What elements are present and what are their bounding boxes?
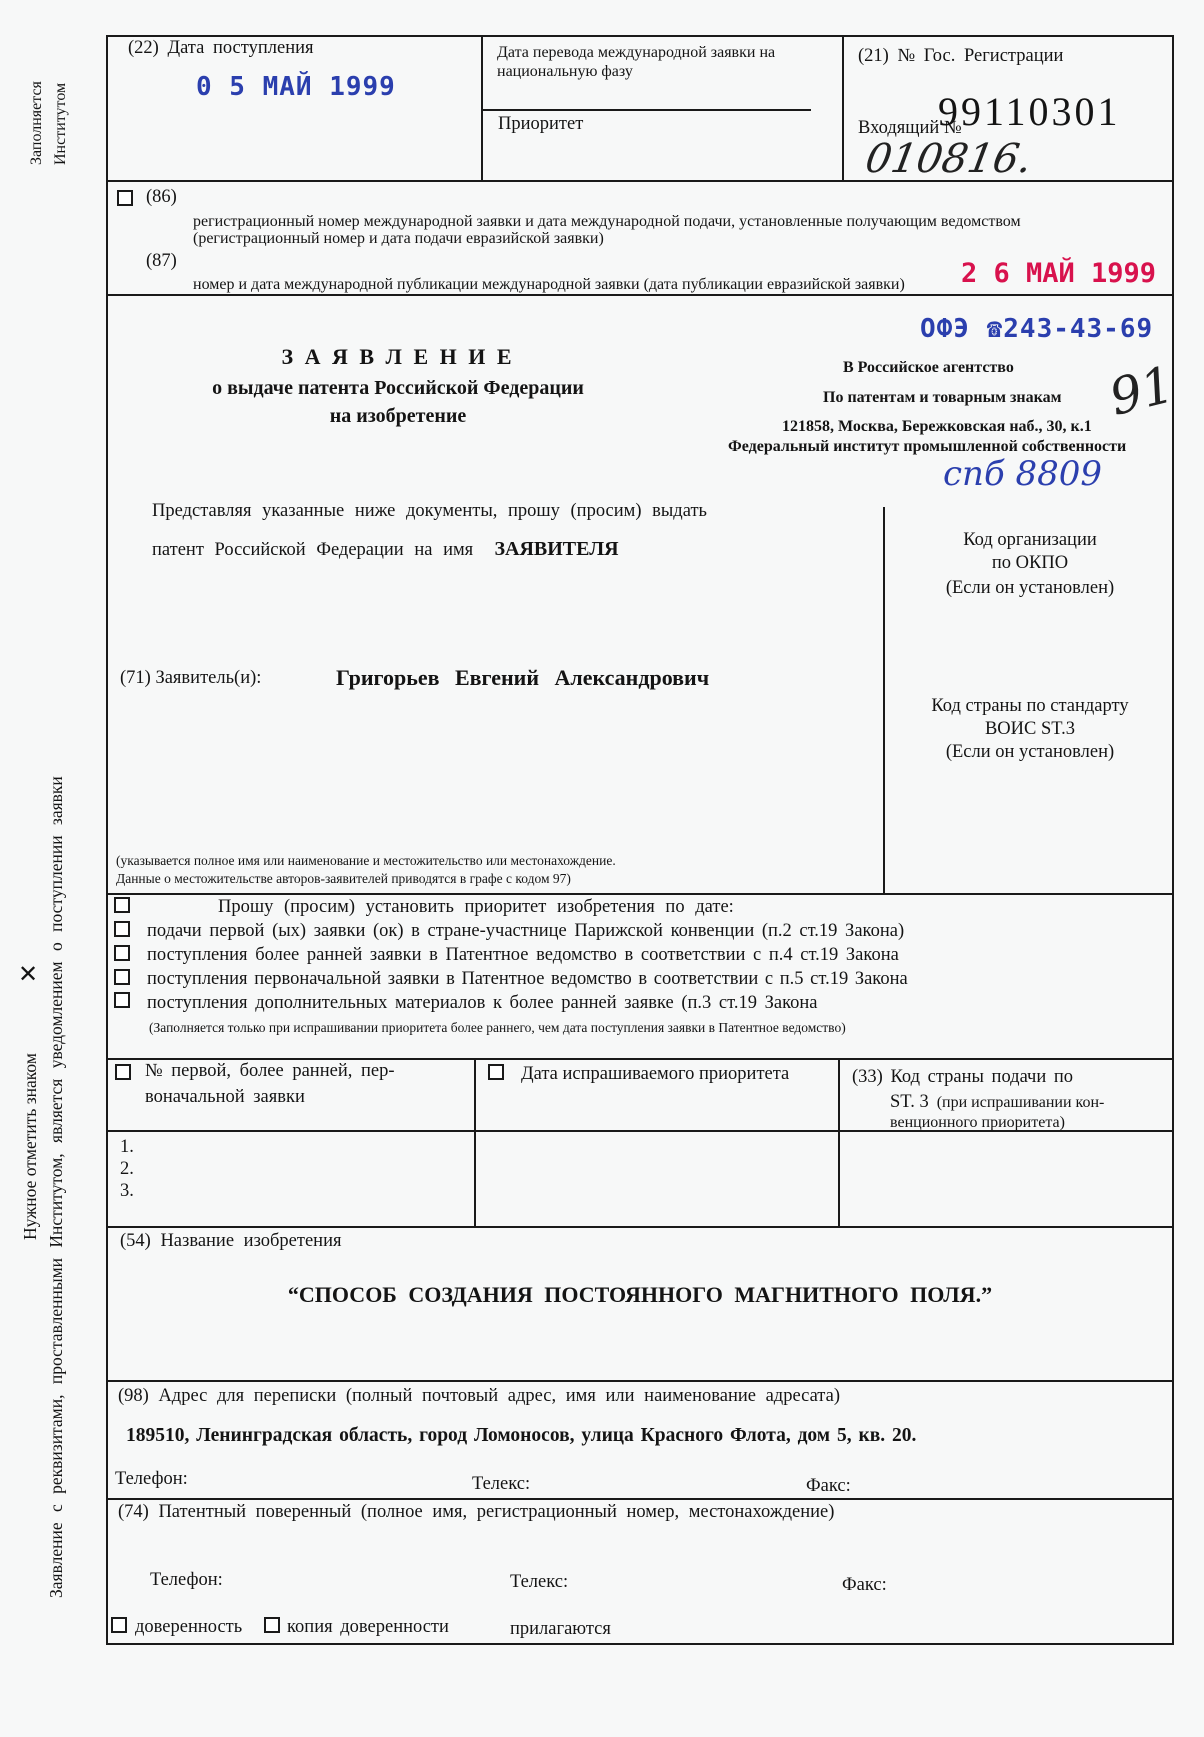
incoming-label: Входящий № [858,118,962,138]
okpo-line2: по ОКПО [991,553,1069,573]
divider [474,1058,476,1226]
code86-label: (86) [146,187,177,207]
code74-label: (74) Патентный поверенный (полное имя, регистрационный номер, местонахождение) [118,1502,835,1522]
registration-number: 99110301 [938,89,1121,134]
attorney-fax-label: Факс: [842,1575,887,1595]
invention-name: “СПОСОБ СОЗДАНИЯ ПОСТОЯННОГО МАГНИТНОГО ПОЛЯ.” [287,1282,993,1307]
earlier-number-label-line2: воначальной заявки [145,1087,305,1107]
addressee-line1: В Российское агентство [843,359,1014,376]
code86-checkbox[interactable] [117,190,133,206]
mark-cross-icon: ✕ [18,960,39,988]
form-subtitle-2: на изобретение [329,405,467,427]
addressee-line4: Федеральный институт промышленной собственности [728,438,1127,455]
code54-label: (54) Название изобретения [120,1231,342,1251]
proxy-copy-checkbox[interactable] [264,1617,280,1633]
priority-note: (Заполняется только при испрашивании приоритета более раннего, чем дата поступления заявки в Патентное ведомство) [149,1020,846,1035]
priority-option: поступления первоначальной заявки в Патентное ведомство в соответствии с п.5 ст.19 Закона [147,969,908,989]
code33-line1: (33) Код страны подачи по [852,1067,1074,1087]
priority-option-checkbox[interactable] [114,921,130,937]
margin-filled-line1: Заполняется [28,81,45,165]
correspondence-address: 189510, Ленинградская область, город Ломоносов, улица Красного Флота, дом 5, кв. 20. [126,1425,917,1446]
earlier-row: 1. [120,1137,134,1157]
margin-notice: Заявление с реквизитами, проставленными Институтом, является уведомлением о поступлении заявки [46,776,66,1598]
applicant-note-line1: (указывается полное имя или наименование и местожительство или местонахождение. [116,853,616,868]
priority-option-checkbox[interactable] [114,969,130,985]
proxy-label: доверенность [135,1617,243,1637]
code87-label: (87) [146,251,177,271]
country-code-line3: (Если он установлен) [945,742,1115,762]
priority-option: поступления более ранней заявки в Патентное ведомство в соответствии с п.4 ст.19 Закона [147,945,899,965]
priority-date-label: Дата испрашиваемого приоритета [521,1064,790,1084]
divider [838,1058,840,1226]
department-phone-stamp: ОФЭ ☎243-43-69 [920,314,1154,344]
margin-filled-line2: Институтом [52,82,69,165]
margin-filled-by-institute-2 [52,83,70,165]
earlier-number-checkbox[interactable] [115,1064,131,1080]
margin-mark-instruction: Нужное отметить знаком [20,1053,40,1240]
addressee-line3: 121858, Москва, Бережковская наб., 30, к.1 [782,418,1092,435]
code98-label: (98) Адрес для переписки (полный почтовый адрес, имя или наименование адресата) [118,1386,840,1406]
code86-text-line1: регистрационный номер международной заявки и дата международной подачи, установленные получающим ведомством [193,213,1021,230]
code22-label: (22) Дата поступления [128,38,314,58]
divider [106,1058,1174,1060]
proxy-copy-label: копия доверенности [287,1617,449,1637]
priority-label: Приоритет [498,114,584,134]
form-subtitle: о выдаче патента Российской Федерации [212,377,584,399]
okpo-line1: Код организации [963,530,1097,550]
receipt-date-stamp: 0 5 МАЙ 1999 [196,72,396,102]
divider [481,35,483,181]
correspondence-phone-label: Телефон: [115,1469,188,1489]
code33-standard: ST. 3 [890,1092,929,1112]
divider [106,294,1174,296]
incoming-number-handwritten: 010816. [861,136,1036,182]
divider [842,35,844,181]
applicant-note-line2: Данные о местожительстве авторов-заявителей приводятся в графе с кодом 97) [116,871,571,886]
code87-text: номер и дата международной публикации международной заявки (дата публикации евразийской заявки) [193,276,905,293]
priority-date-checkbox[interactable] [488,1064,504,1080]
earlier-row: 3. [120,1181,134,1201]
code33-line3: венционного приоритета) [890,1114,1065,1131]
transfer-date-label: Дата перевода международной заявки на национальную фазу [497,44,776,80]
priority-checkbox[interactable] [114,897,130,913]
divider [106,893,1174,895]
proxy-checkbox[interactable] [111,1617,127,1633]
divider [482,109,811,111]
priority-option: подачи первой (ых) заявки (ок) в стране-участнице Парижской конвенции (п.2 ст.19 Закона) [147,921,905,941]
priority-intro: Прошу (просим) установить приоритет изобретения по дате: [218,897,734,917]
country-code-line2: ВОИС ST.3 [984,719,1076,739]
priority-option-checkbox[interactable] [114,945,130,961]
correspondence-fax-label: Факс: [806,1476,851,1496]
request-line1: Представляя указанные ниже документы, прошу (просим) выдать [152,501,707,521]
margin-filled-by-institute [28,81,46,165]
attached-label: прилагаются [510,1619,611,1639]
handwritten-note: спб 8809 [943,454,1103,494]
divider [883,507,885,893]
request-line2 [152,538,619,561]
request-applicant-word: ЗАЯВИТЕЛЯ [494,538,619,560]
earlier-number-label-line1: № первой, более ранней, пер- [145,1061,395,1081]
code21-label: (21) № Гос. Регистрации [858,46,1064,66]
attorney-telex-label: Телекс: [510,1572,569,1592]
code71-label: (71) Заявитель(и): [120,668,262,688]
okpo-line3: (Если он установлен) [945,578,1115,598]
form-title: З А Я В Л Е Н И Е [281,344,515,369]
divider [106,1380,1174,1382]
divider [106,1498,1174,1500]
publication-date-stamp: 2 6 МАЙ 1999 [961,258,1157,289]
divider [106,1226,1174,1228]
request-line2-prefix: патент Российской Федерации на имя [152,540,474,560]
priority-option-checkbox[interactable] [114,992,130,1008]
priority-option: поступления дополнительных материалов к более ранней заявке (п.3 ст.19 Закона [147,993,818,1013]
code86-text-line2: (регистрационный номер и дата подачи евразийской заявки) [193,230,604,247]
earlier-row: 2. [120,1159,134,1179]
code33-note: (при испрашивании кон- [936,1094,1105,1111]
code33-line2 [890,1092,1104,1113]
applicant-name: Григорьев Евгений Александрович [336,665,710,690]
attorney-phone-label: Телефон: [150,1570,223,1590]
addressee-line2: По патентам и товарным знакам [823,389,1062,406]
handwritten-mark: 91 [1103,355,1180,427]
country-code-line1: Код страны по стандарту [931,696,1129,716]
correspondence-telex-label: Телекс: [472,1474,531,1494]
